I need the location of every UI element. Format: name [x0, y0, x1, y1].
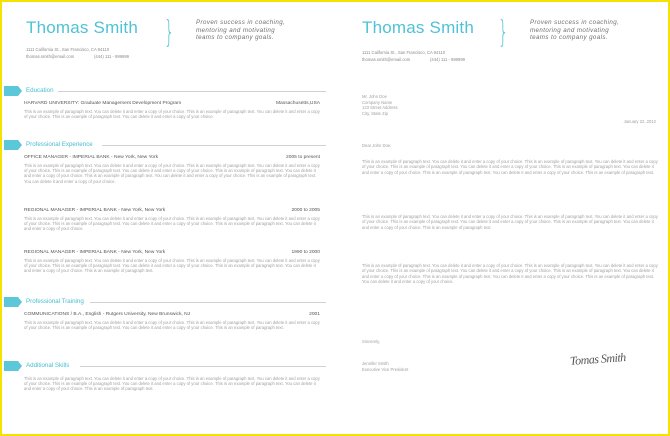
section-title: Additional Skills [26, 362, 70, 369]
section-flag-icon [4, 361, 22, 371]
resume-address: 1111 California St., San Francisco, CA 94110 [26, 47, 110, 52]
letter-address: 1111 California St., San Francisco, CA 94110 [362, 50, 446, 55]
section-flag-icon [4, 86, 22, 96]
section-rule [90, 302, 326, 303]
letter-tagline: Proven success in coaching, mentoring and motivating teams to company goals. [530, 19, 620, 42]
letter-paragraph: This is an example of paragraph text. You can delete it and enter a copy of your choice. This is an example of paragraph text. You can delete it and enter a copy of your choice. This is an example of paragraph text. You can delete it and enter a copy of your choice. This is an example of paragraph text. You can delete it and enter a copy of your choice. This is an example of paragraph text. You can delete it and enter a copy of your choice. This is an example of paragraph text. [362, 159, 658, 175]
salutation: Dear John Doe, [362, 143, 392, 148]
section-rule [102, 145, 326, 146]
brace-icon: } [164, 15, 175, 50]
section-rule [58, 91, 326, 92]
letter-email: thomas.smith@email.com [362, 57, 411, 62]
resume-page [6, 6, 328, 430]
resume-email: thomas.smith@email.com [26, 54, 75, 59]
letter-phone: (444) 111 - 999999 [430, 57, 465, 62]
job-paragraph: This is an example of paragraph text. You can delete it and enter a copy of your choice. This is an example of paragraph text. You can delete it and enter a copy of your choice. This is an example of paragraph text. You can delete it and enter a copy of your choice. This is an example of paragraph text. You can delete it and enter a copy of your choice. This is an example of paragraph text. You can delete it and enter a copy of your choice. This is an example of paragraph text. You can delete it and enter a copy of your choice. [24, 163, 320, 184]
section-flag-icon [4, 140, 22, 150]
job-line: REGIONAL MANAGER - IMPERIAL BANK - New York, New York 2000 to 2005 [24, 208, 320, 213]
training-line: COMMUNICATIONS / B.A., English - Rutgers University, New Brunswick, NJ 2001 [24, 312, 320, 317]
recipient-block: Mr. John Doe Company Name 123 Street Address City, State Zip [362, 94, 398, 116]
closing: Sincerely, [362, 339, 381, 344]
section-education [6, 85, 326, 97]
job-line: REGIONAL MANAGER - IMPERIAL BANK - New York, New York 1990 to 2000 [24, 250, 320, 255]
section-training [6, 296, 326, 308]
section-flag-icon [4, 297, 22, 307]
education-line: HARVARD UNIVERSITY: Graduate Management Development Program Massachusetts,USA [24, 101, 320, 106]
section-skills [6, 360, 326, 372]
skills-paragraph: This is an example of paragraph text. You can delete it and enter a copy of your choice. This is an example of paragraph text. You can delete it and enter a copy of your choice. This is an example of paragraph text. You can delete it and enter a copy of your choice. This is an example of paragraph text. You can delete it and enter a copy of your choice. This is an example of paragraph text. [24, 376, 320, 392]
section-rule [80, 366, 326, 367]
handwritten-signature: Tomas Smith [569, 350, 627, 368]
section-title: Professional Experience [26, 141, 93, 148]
resume-tagline: Proven success in coaching, mentoring and motivating teams to company goals. [196, 19, 286, 42]
job-paragraph: This is an example of paragraph text. You can delete it and enter a copy of your choice. This is an example of paragraph text. You can delete it and enter a copy of your choice. This is an example of paragraph text. You can delete it and enter a copy of your choice. This is an example of paragraph text. You can delete it and enter a copy of your choice. This is an example of paragraph text. [24, 258, 320, 274]
section-title: Professional Training [26, 298, 84, 305]
section-title: Education [26, 87, 54, 94]
section-experience [6, 139, 326, 151]
signer-block: Jennifer Smith Executive Vice President [362, 361, 409, 372]
cover-letter-page [340, 6, 662, 430]
job-line: OFFICE MANAGER - IMPERIAL BANK - New York, New York 2005 to present [24, 155, 320, 160]
letter-date: January 22, 2012 [623, 119, 656, 124]
resume-name: Thomas Smith [26, 18, 138, 37]
training-paragraph: This is an example of paragraph text. You can delete it and enter a copy of your choice. This is an example of paragraph text. You can delete it and enter a copy of your choice. This is an example of paragraph text. You can delete it and enter a copy of your choice. This is an example of paragraph text. [24, 320, 320, 331]
brace-icon: } [498, 15, 509, 50]
resume-phone: (444) 111 - 999999 [94, 54, 129, 59]
letter-name: Thomas Smith [362, 18, 474, 37]
letter-paragraph: This is an example of paragraph text. You can delete it and enter a copy of your choice. This is an example of paragraph text. You can delete it and enter a copy of your choice. This is an example of paragraph text. You can delete it and enter a copy of your choice. This is an example of paragraph text. You can delete it and enter a copy of your choice. This is an example of paragraph text. You can delete it and enter a copy of your choice. This is an example of paragraph text. You can delete it and enter a copy of your choice. [362, 263, 658, 284]
education-paragraph: This is an example of paragraph text. You can delete it and enter a copy of your choice. This is an example of paragraph text. You can delete it and enter a copy of your choice. This is an example of paragraph text. You can delete it and enter a copy of your choice. [24, 109, 320, 120]
letter-paragraph: This is an example of paragraph text. You can delete it and enter a copy of your choice. This is an example of paragraph text. You can delete it and enter a copy of your choice. This is an example of paragraph text. You can delete it and enter a copy of your choice. This is an example of paragraph text. You can delete it and enter a copy of your choice. This is an example of paragraph text. [362, 214, 658, 230]
job-paragraph: This is an example of paragraph text. You can delete it and enter a copy of your choice. This is an example of paragraph text. You can delete it and enter a copy of your choice. This is an example of paragraph text. You can delete it and enter a copy of your choice. This is an example of paragraph text. You can delete it and enter a copy of your choice. [24, 216, 320, 232]
